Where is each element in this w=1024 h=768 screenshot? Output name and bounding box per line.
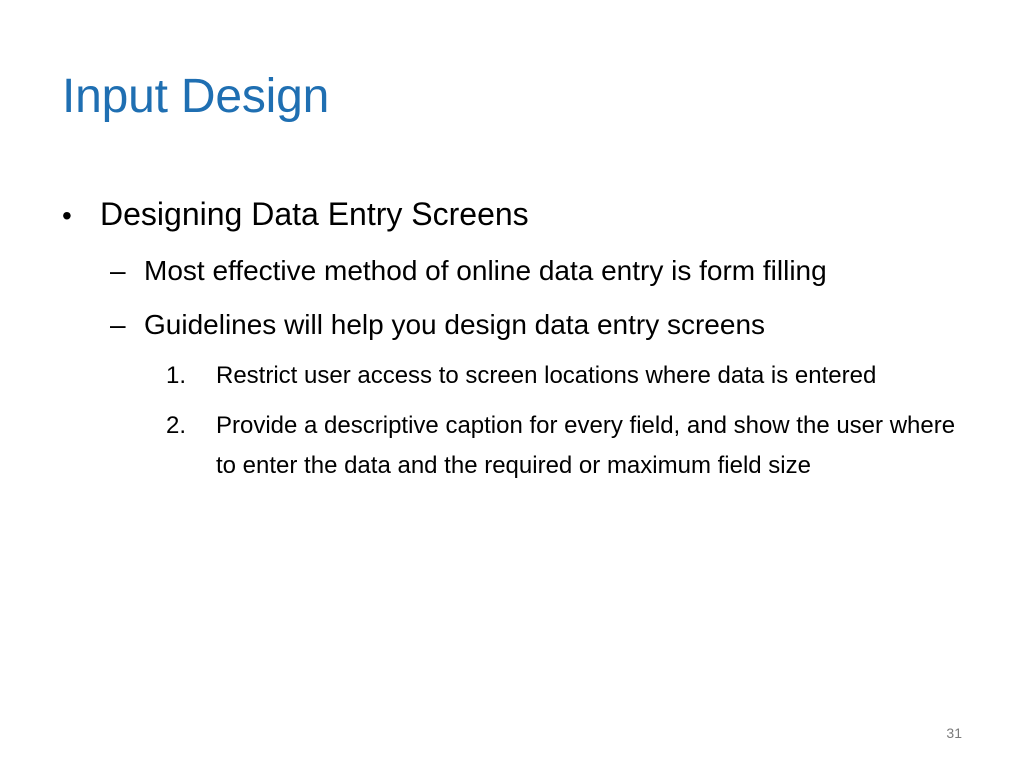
numbered-item-2 — [166, 406, 956, 486]
numbered-item-1 — [166, 356, 956, 396]
bullet-level1 — [62, 190, 982, 240]
bullet-marker: • — [62, 200, 72, 231]
bullet-level2-item-2 — [110, 302, 962, 348]
number-marker: 2. — [166, 412, 187, 439]
bullet-text: Most effective method of online data entry is form filling — [144, 255, 827, 286]
bullet-level2-item-1 — [110, 248, 962, 294]
numbered-text: Provide a descriptive caption for every field, and show the user where to enter the data and the required or maximum field size — [216, 412, 956, 479]
slide-title: Input Design — [62, 70, 330, 123]
number-marker: 1. — [166, 362, 187, 389]
dash-marker: – — [110, 255, 126, 286]
slide-content — [62, 190, 982, 496]
numbered-text: Restrict user access to screen locations where data is entered — [216, 362, 877, 389]
dash-marker: – — [110, 309, 126, 340]
bullet-text: Guidelines will help you design data entry screens — [144, 309, 766, 340]
slide-number: 31 — [946, 725, 962, 741]
bullet-text: Designing Data Entry Screens — [100, 196, 529, 232]
